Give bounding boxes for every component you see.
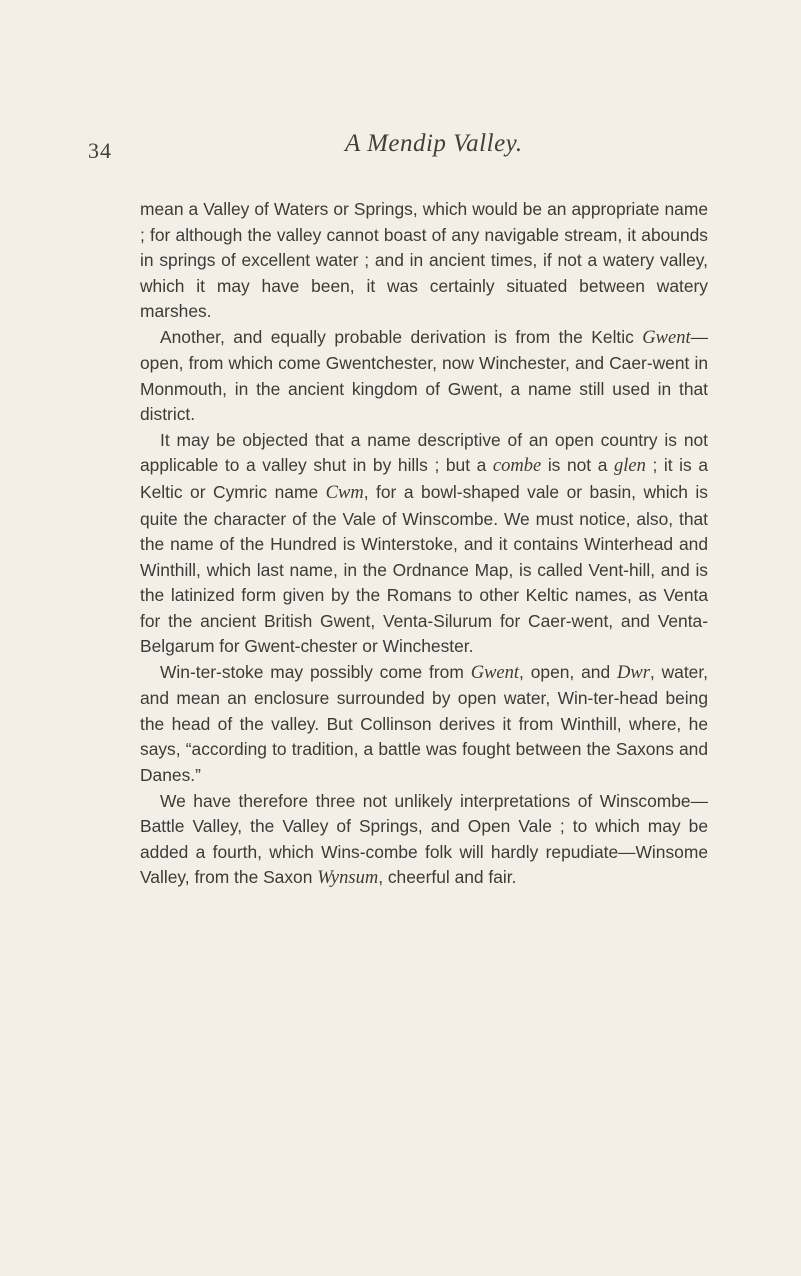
italic-term: Gwent [470, 662, 520, 683]
text-run: —open, from which come Gwentchester, now Winchester, and Caer-went in Monmouth, in the ancient kingdom of Gwent, a name still used in that district. [140, 326, 708, 425]
italic-term: Wynsum [317, 868, 379, 889]
italic-term: Gwent [642, 327, 691, 348]
italic-term: Cwm [325, 483, 364, 504]
paragraph [140, 325, 708, 428]
italic-term: combe [492, 456, 542, 477]
text-run: We have therefore three not unlikely interpretations of Winscombe—Battle Valley, the Valley of Springs, and Open Vale ; to which may be added a fourth, which Wins-combe folk will hardly repudiate—Winsome Valley, from the Saxon [140, 790, 708, 888]
text-run: mean a Valley of Waters or Springs, which would be an appropriate name ; for although the valley cannot boast of any navigable stream, it abounds in springs of excellent water ; and in ancient times, if not a watery valley, which it may have been, it was certainly situated between watery marshes. [140, 199, 708, 322]
paragraph [140, 660, 708, 789]
running-head [80, 120, 740, 163]
text-run: is not a [541, 455, 615, 476]
paragraph [140, 197, 708, 325]
text-run: ; it is a Keltic or Cymric name [140, 455, 709, 503]
text-run: , water, and mean an enclosure surrounded by open water, Win-ter-head being the head of the valley. But Collinson derives it from Winthill, where, he says, “according to tradition, a battle was fought between the Saxons and Danes.” [140, 661, 708, 786]
running-title: A Mendip Valley. [345, 130, 523, 157]
paragraph [140, 789, 708, 892]
body-text [140, 197, 708, 892]
text-run: , open, and [519, 661, 617, 682]
text-run: Another, and equally probable derivation is from the Keltic [160, 326, 643, 347]
italic-term: glen [614, 456, 646, 477]
page-number: 34 [88, 138, 112, 163]
paragraph [140, 428, 708, 660]
text-run: , for a bowl-shaped vale or basin, which is quite the character of the Vale of Winscombe. We must notice, also, that the name of the Hundred is Winterstoke, and it contains Winterhead and Winthill, which last name, in the Ordnance Map, is called Vent-hill, and is the latinized form given by the Romans to other Keltic names, as Venta for the ancient British Gwent, Venta-Silurum for Caer-went, and Venta-Belgarum for Gwent-chester or Winchester. [140, 482, 708, 657]
text-run: Win-ter-stoke may possibly come from [160, 661, 471, 682]
italic-term: Dwr [617, 662, 650, 683]
text-run: , cheerful and fair. [378, 867, 517, 888]
text-run: It may be objected that a name descriptive of an open country is not applicable to a valley shut in by hills ; but a [140, 429, 708, 476]
